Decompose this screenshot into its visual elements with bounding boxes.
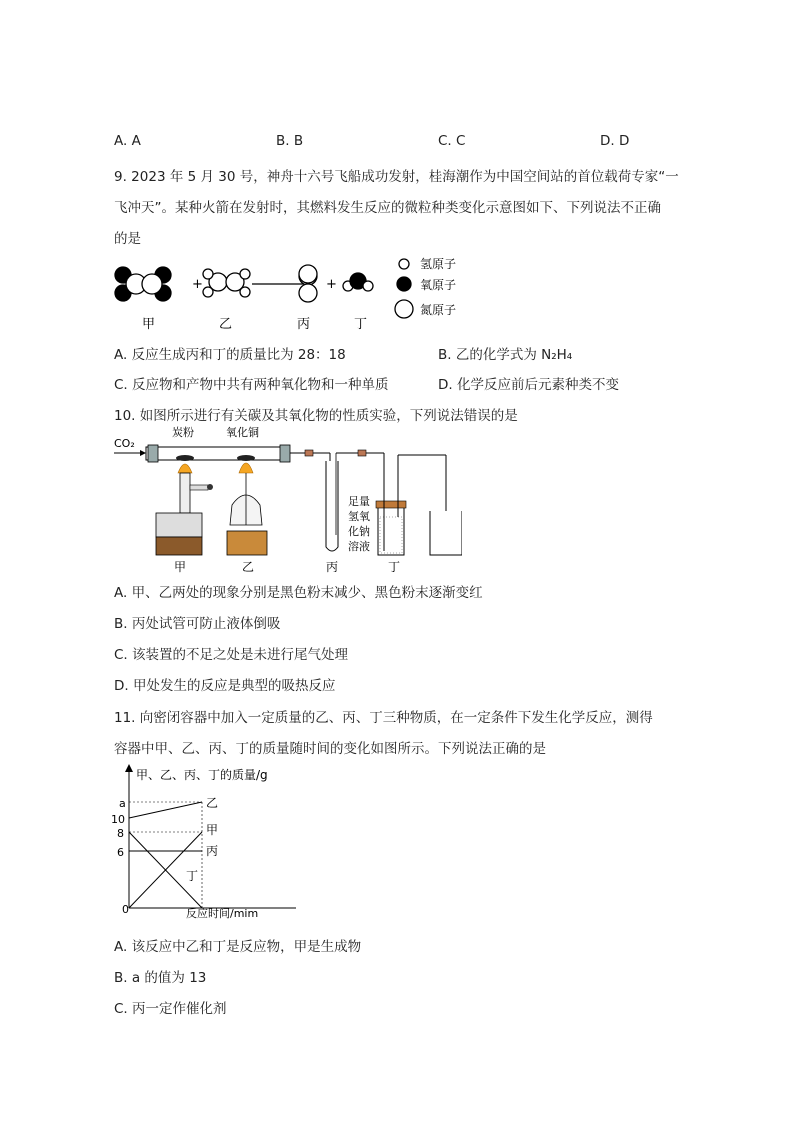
series-label-ding: 丁 — [186, 869, 199, 883]
label-ding: 丁 — [354, 317, 368, 332]
chart-xlabel: 反应时间/mim — [186, 907, 259, 920]
y-tick-a: a — [119, 797, 126, 810]
plus-1: + — [192, 277, 203, 292]
molecule-bing-icon — [296, 262, 320, 308]
co2-label: CO₂ — [114, 437, 135, 450]
molecule-yi — [203, 269, 250, 297]
q9-molecule-diagram — [108, 252, 468, 334]
legend-oxygen: 氧原子 — [420, 278, 457, 292]
apparatus-label-ding: 丁 — [388, 560, 401, 574]
molecule-ding — [343, 273, 373, 291]
q10-apparatus-diagram — [112, 425, 462, 575]
q8-option-d: D. D — [600, 133, 630, 149]
q9-stem-line3: 的是 — [114, 231, 141, 247]
q9-option-d: D. 化学反应前后元素种类不变 — [438, 377, 619, 393]
chart-ylabel: 甲、乙、丙、丁的质量/g — [136, 768, 268, 782]
y-tick-10: 10 — [111, 813, 125, 826]
legend-nitrogen: 氮原子 — [420, 303, 457, 317]
q10-option-b: B. 丙处试管可防止液体倒吸 — [114, 616, 281, 632]
series-label-bing: 丙 — [206, 844, 219, 858]
q11-option-b: B. a 的值为 13 — [114, 970, 207, 986]
series-line-0 — [129, 802, 202, 818]
apparatus-label-jia: 甲 — [174, 560, 187, 574]
q8-option-c: C. C — [438, 133, 466, 149]
molecule-jia — [115, 267, 171, 301]
oxygen-legend-icon — [397, 277, 411, 291]
nitrogen-legend-icon — [395, 300, 413, 318]
q10-option-a: A. 甲、乙两处的现象分别是黑色粉末减少、黑色粉末逐渐变红 — [114, 585, 483, 601]
q8-option-b: B. B — [276, 133, 304, 149]
q9-option-b: B. 乙的化学式为 N₂H₄ — [438, 347, 573, 363]
apparatus-label-yi: 乙 — [242, 560, 255, 574]
label-bing: 丙 — [297, 317, 311, 332]
q9-stem-line2: 飞冲天”。某种火箭在发射时，其燃料发生反应的微粒种类变化示意图如下、下列说法不正确 — [114, 200, 661, 216]
q10-option-d: D. 甲处发生的反应是典型的吸热反应 — [114, 678, 336, 694]
series-label-yi: 乙 — [206, 796, 219, 810]
q9-option-c: C. 反应物和产物中共有两种氧化物和一种单质 — [114, 377, 389, 393]
hydrogen-legend-icon — [399, 259, 409, 269]
legend — [395, 259, 413, 318]
q10-option-c: C. 该装置的不足之处是未进行尾气处理 — [114, 647, 349, 663]
solution-label-3: 化钠 — [348, 525, 370, 538]
apparatus-label-bing: 丙 — [326, 560, 339, 574]
q10-stem: 10. 如图所示进行有关碳及其氧化物的性质实验，下列说法错误的是 — [114, 408, 518, 424]
q9-option-a: A. 反应生成丙和丁的质量比为 28：18 — [114, 347, 346, 363]
q11-stem-line1: 11. 向密闭容器中加入一定质量的乙、丙、丁三种物质，在一定条件下发生化学反应，测得 — [114, 710, 653, 726]
q11-option-c: C. 丙一定作催化剂 — [114, 1001, 227, 1017]
y-tick-8: 8 — [117, 827, 124, 840]
series-label-jia: 甲 — [206, 823, 219, 837]
q11-stem-line2: 容器中甲、乙、丙、丁的质量随时间的变化如图所示。下列说法正确的是 — [114, 741, 546, 757]
solution-label-1: 足量 — [348, 495, 370, 508]
label-jia: 甲 — [142, 317, 156, 332]
q9-stem-line1: 9. 2023 年 5 月 30 号，神舟十六号飞船成功发射，桂海潮作为中国空间站的首位载荷专家“一 — [114, 169, 679, 185]
q11-mass-time-chart — [110, 762, 300, 922]
carbon-powder-label: 炭粉 — [172, 426, 194, 439]
q8-option-a: A. A — [114, 133, 141, 149]
y-axis-arrow — [125, 764, 133, 772]
solution-label-4: 溶液 — [348, 540, 370, 553]
chart-origin: 0 — [122, 903, 129, 916]
y-tick-6: 6 — [117, 846, 124, 859]
q11-option-a: A. 该反应中乙和丁是反应物，甲是生成物 — [114, 939, 362, 955]
plus-2: + — [326, 277, 337, 292]
copper-oxide-label: 氧化铜 — [226, 426, 259, 439]
label-yi: 乙 — [219, 317, 233, 332]
solution-label-2: 氢氧 — [348, 510, 370, 523]
legend-hydrogen: 氢原子 — [420, 257, 457, 271]
